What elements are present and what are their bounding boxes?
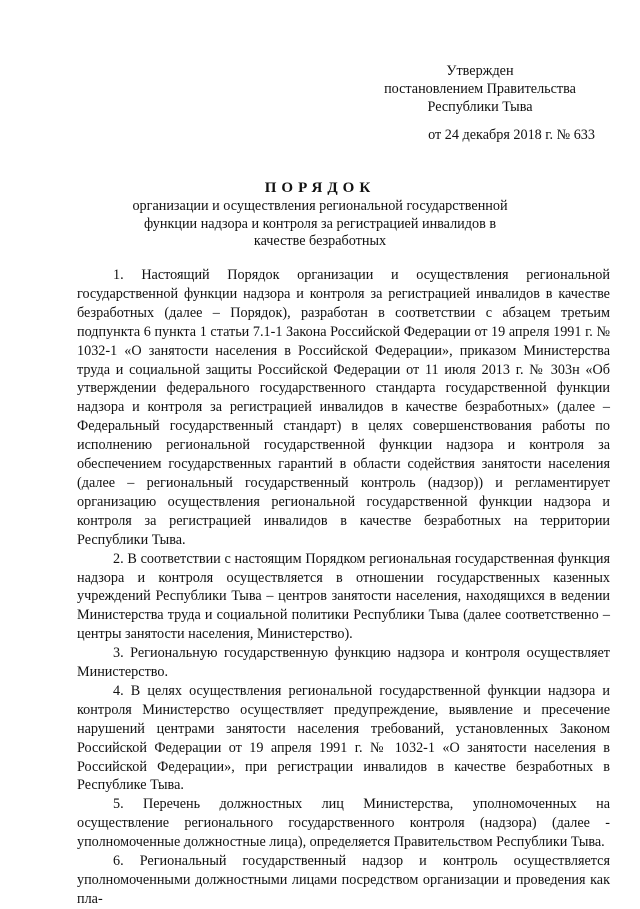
document-body bbox=[77, 266, 610, 909]
document-title: ПОРЯДОК bbox=[264, 180, 376, 196]
paragraph-1: 1. Настоящий Порядок организации и осуществления региональной государственной функции надзора и контроля за регистрацией инвалидов в качестве безработных (далее – Порядок), разработан в соответствии с абзацем третьим подпункта 6 пункта 1 статьи 7.1-1 Закона Российской Федерации от 19 апреля 1991 г. № 1032-1 «О занятости населения в Российской Федерации», приказом Министерства труда и социальной защиты Российской Федерации от 11 июля 2013 г. № 303н «Об утверждении федерального государственного стандарта государственной функции надзора и контроля за регистрацией инвалидов в качестве безработных» (далее – Федеральный государственный стандарт) в целях совершенствования работы по исполнению региональной государственной функции надзора и контроля за обеспечением государственных гарантий в области содействия занятости населения (далее – региональный государственный контроль (надзор)) и регламентирует организацию осуществления региональной государственной функции надзора и контроля за регистрацией инвалидов в качестве безработных на территории Республики Тыва. bbox=[77, 267, 610, 548]
paragraph-2: 2. В соответствии с настоящим Порядком региональная государственная функция надзора и контроля осуществляется в отношении государственных казенных учреждений Республики Тыва – центров занятости населения, находящихся в ведении Министерства труда и социальной политики Республики Тыва (далее соответственно – центры занятости населения, Министерство). bbox=[77, 550, 610, 643]
approval-line-republic: Республики Тыва bbox=[427, 99, 533, 115]
paragraph-5: 5. Перечень должностных лиц Министерства, уполномоченных на осуществление регионального государственного контроля (надзора) (далее - уполномоченные должностные лица), определяется Правительством Республики Тыва. bbox=[77, 796, 610, 851]
approval-stamp bbox=[360, 62, 600, 144]
paragraph-4: 4. В целях осуществления региональной государственной функции надзора и контроля Министерство осуществляет предупреждение, выявление и пресечение нарушений центрами занятости населения требований, установленных Законом Российской Федерации от 19 апреля 1991 г. № 1032-1 «О занятости населения в Российской Федерации», при регистрации инвалидов в качестве безработных в Республике Тыва. bbox=[77, 682, 610, 794]
paragraph-6: 6. Региональный государственный надзор и контроль осуществляется уполномоченными должностными лицами посредством организации и проведения как пла- bbox=[77, 853, 610, 907]
approval-line-approved: Утвержден bbox=[446, 63, 514, 79]
approval-line-resolution: постановлением Правительства bbox=[384, 81, 576, 97]
approval-date: от 24 декабря 2018 г. № 633 bbox=[428, 127, 595, 143]
document-subtitle: организации и осуществления региональной государственной функции надзора и контроля за регистрацией инвалидов в качестве безработных bbox=[132, 198, 508, 249]
paragraph-3: 3. Региональную государственную функцию надзора и контроля осуществляет Министерство. bbox=[77, 645, 610, 681]
document-heading bbox=[120, 180, 520, 251]
